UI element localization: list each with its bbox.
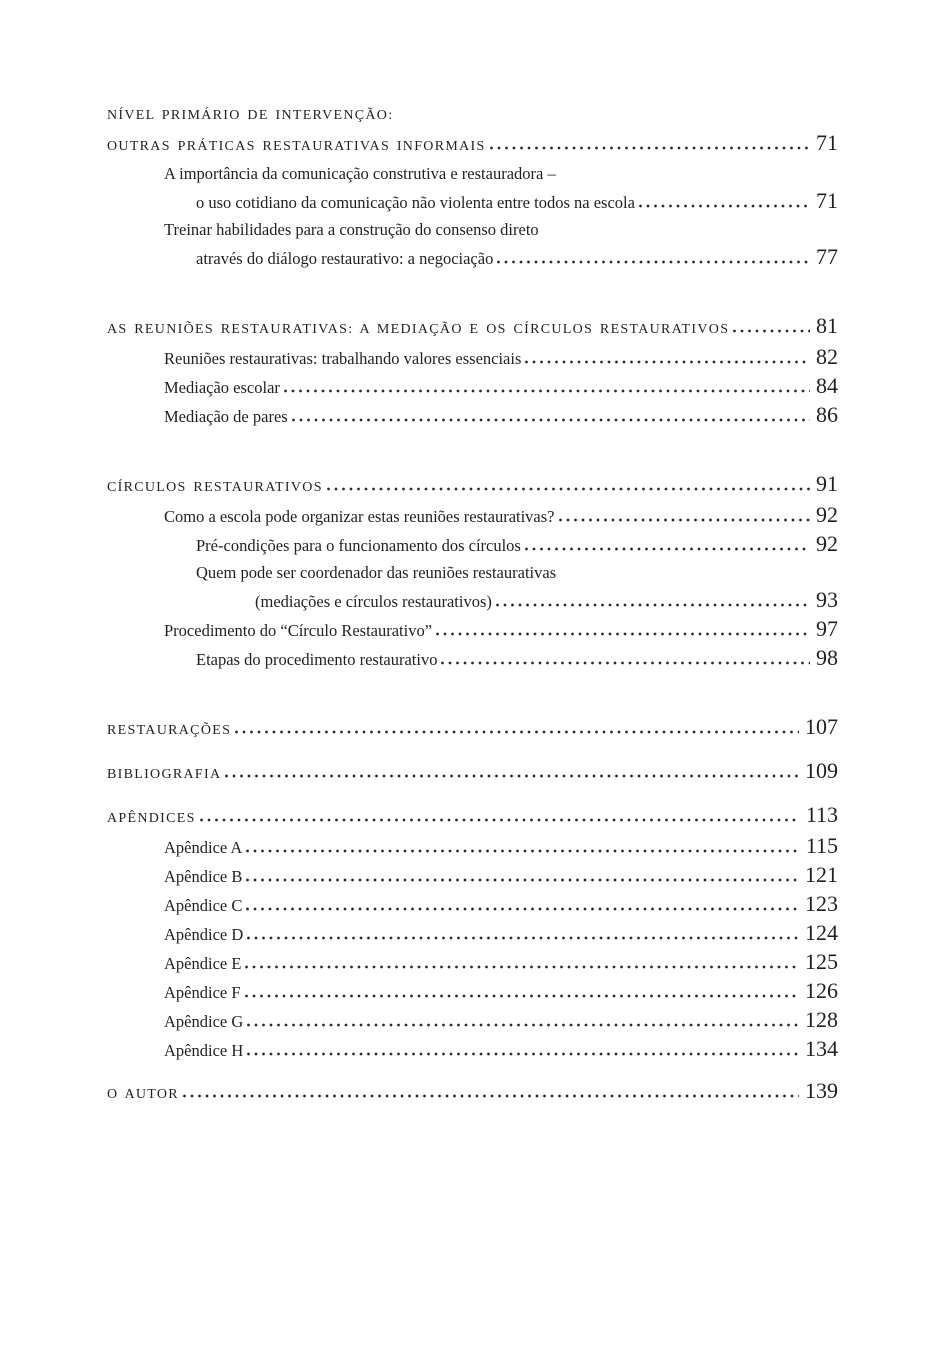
toc-entry-title: Quem pode ser coordenador das reuniões restaurativas <box>196 563 557 582</box>
toc-entry-title: APÊNDICES <box>107 811 196 826</box>
dot-leader <box>284 389 810 393</box>
toc-entry <box>107 977 838 1006</box>
dot-leader <box>525 360 810 364</box>
toc-entry <box>107 713 838 744</box>
toc-entry-title: AS REUNIÕES RESTAURATIVAS: A MEDIAÇÃO E OS CÍRCULOS RESTAURATIVOS <box>107 322 730 337</box>
toc-entry-page-number: 123 <box>805 891 838 916</box>
toc-entry-page-number: 77 <box>816 244 838 269</box>
toc-entry-title: Apêndice C <box>164 896 243 915</box>
toc-entry-page-number: 91 <box>816 471 838 496</box>
toc-entry-title: Reuniões restaurativas: trabalhando valores essenciais <box>164 349 522 368</box>
toc-entry <box>107 586 838 615</box>
dot-leader <box>327 487 810 491</box>
toc-entry-page-number: 128 <box>805 1007 838 1032</box>
toc-entry <box>107 160 838 187</box>
dot-leader <box>436 632 810 636</box>
toc-entry-title: através do diálogo restaurativo: a negociação <box>196 249 494 268</box>
toc-entry-title: Mediação escolar <box>164 378 280 397</box>
toc-entry-page-number: 134 <box>805 1036 838 1061</box>
toc-entry-title: BIBLIOGRAFIA <box>107 767 222 782</box>
toc-entry <box>107 216 838 243</box>
dot-leader <box>247 1052 799 1056</box>
toc-entry-page-number: 125 <box>805 949 838 974</box>
toc-entry-page-number: 84 <box>816 373 838 398</box>
toc-entry-title: Treinar habilidades para a construção do consenso direto <box>164 220 539 239</box>
dot-leader <box>292 418 810 422</box>
toc-entry-page-number: 139 <box>805 1078 838 1103</box>
toc-entry-title: (mediações e círculos restaurativos) <box>255 592 492 611</box>
toc-entry <box>107 243 838 272</box>
dot-leader <box>246 849 799 853</box>
toc-entry-page-number: 71 <box>816 130 838 155</box>
dot-leader <box>246 907 799 911</box>
toc-entry <box>107 1035 838 1064</box>
dot-leader <box>247 1023 799 1027</box>
dot-leader <box>639 204 810 208</box>
toc-entry-page-number: 71 <box>816 188 838 213</box>
toc-entry-page-number: 97 <box>816 616 838 641</box>
toc-entry <box>107 187 838 216</box>
toc-entry-title: Etapas do procedimento restaurativo <box>196 650 438 669</box>
dot-leader <box>490 146 810 150</box>
toc-entry-page-number: 124 <box>805 920 838 945</box>
toc-entry <box>107 615 838 644</box>
toc-entry-page-number: 115 <box>805 833 838 858</box>
toc-entry-title: Pré-condições para o funcionamento dos círculos <box>196 536 521 555</box>
dot-leader <box>559 518 810 522</box>
toc-entry <box>107 312 838 343</box>
toc-entry-title: O AUTOR <box>107 1087 179 1102</box>
toc-entry-page-number: 98 <box>816 645 838 670</box>
toc-entry-title: Apêndice G <box>164 1012 244 1031</box>
toc-entry-page-number: 92 <box>816 531 838 556</box>
toc-entry-title: Procedimento do “Círculo Restaurativo” <box>164 621 433 640</box>
toc-entry <box>107 801 838 832</box>
toc-entry-page-number: 121 <box>805 862 838 887</box>
dot-leader <box>246 878 799 882</box>
toc-entry-title: NÍVEL PRIMÁRIO DE INTERVENÇÃO: <box>107 108 394 123</box>
toc-entry <box>107 343 838 372</box>
toc-entry-page-number: 93 <box>816 587 838 612</box>
toc-entry-title: o uso cotidiano da comunicação não violenta entre todos na escola <box>196 193 635 212</box>
dot-leader <box>245 994 799 998</box>
toc-entry <box>107 102 838 129</box>
toc-entry <box>107 644 838 673</box>
toc-entry-page-number: 109 <box>805 758 838 783</box>
dot-leader <box>235 730 799 734</box>
toc-entry-page-number: 81 <box>816 313 838 338</box>
toc-entry-page-number: 126 <box>805 978 838 1003</box>
toc-entry-title: Apêndice F <box>164 983 241 1002</box>
toc-entry-page-number: 92 <box>816 502 838 527</box>
toc-entry <box>107 501 838 530</box>
dot-leader <box>183 1094 799 1098</box>
toc-entry-title: Apêndice E <box>164 954 242 973</box>
toc-entry-page-number: 113 <box>805 802 838 827</box>
toc-list <box>107 102 838 1108</box>
dot-leader <box>733 329 810 333</box>
toc-entry <box>107 757 838 788</box>
toc-entry <box>107 832 838 861</box>
toc-entry <box>107 401 838 430</box>
toc-entry <box>107 559 838 586</box>
toc-entry <box>107 861 838 890</box>
dot-leader <box>245 965 799 969</box>
toc-entry <box>107 372 838 401</box>
toc-entry-title: RESTAURAÇÕES <box>107 723 232 738</box>
toc-entry <box>107 919 838 948</box>
dot-leader <box>247 936 799 940</box>
dot-leader <box>200 818 800 822</box>
dot-leader <box>496 603 810 607</box>
toc-entry-title: A importância da comunicação construtiva e restauradora – <box>164 164 556 183</box>
toc-entry-page-number: 86 <box>816 402 838 427</box>
toc-entry-page-number: 82 <box>816 344 838 369</box>
toc-entry-title: Apêndice D <box>164 925 244 944</box>
toc-entry-title: OUTRAS PRÁTICAS RESTAURATIVAS INFORMAIS <box>107 139 486 154</box>
toc-entry-title: Mediação de pares <box>164 407 288 426</box>
toc-entry <box>107 1077 838 1108</box>
toc-entry-title: Como a escola pode organizar estas reuniões restaurativas? <box>164 507 555 526</box>
toc-entry-page-number: 107 <box>805 714 838 739</box>
toc-entry-title: Apêndice H <box>164 1041 244 1060</box>
dot-leader <box>525 547 810 551</box>
toc-entry <box>107 129 838 160</box>
toc-entry-title: CÍRCULOS RESTAURATIVOS <box>107 480 323 495</box>
dot-leader <box>497 260 810 264</box>
toc-entry <box>107 530 838 559</box>
toc-entry <box>107 948 838 977</box>
dot-leader <box>441 661 810 665</box>
toc-entry-title: Apêndice B <box>164 867 243 886</box>
dot-leader <box>225 774 799 778</box>
toc-entry <box>107 470 838 501</box>
toc-entry <box>107 1006 838 1035</box>
toc-entry-title: Apêndice A <box>164 838 243 857</box>
toc-entry <box>107 890 838 919</box>
